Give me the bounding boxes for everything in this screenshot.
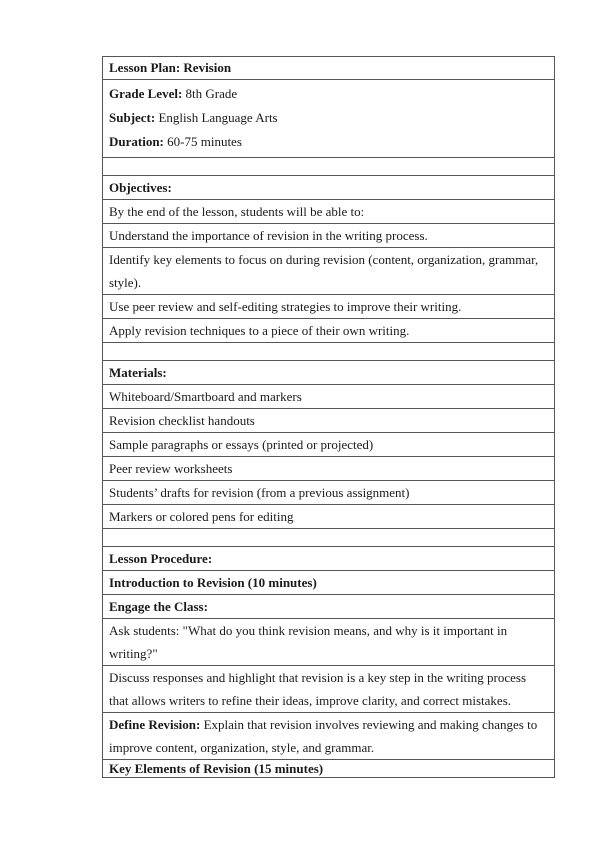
define-item	[103, 713, 555, 760]
info-row	[103, 80, 555, 158]
engage-heading	[103, 595, 555, 619]
subject-label: Subject:	[109, 110, 156, 125]
list-item	[103, 505, 555, 529]
list-item	[103, 619, 555, 666]
procedure-heading	[103, 547, 555, 571]
objective-item: Use peer review and self-editing strategies to improve their writing.	[103, 295, 555, 319]
intro-heading-text: Introduction to Revision (10 minutes)	[109, 575, 317, 590]
subject-value: English Language Arts	[155, 110, 278, 125]
list-item	[103, 385, 555, 409]
grade-label: Grade Level:	[109, 86, 183, 101]
objective-item: By the end of the lesson, students will be able to:	[103, 200, 555, 224]
material-item: Whiteboard/Smartboard and markers	[103, 385, 555, 409]
duration-line	[109, 130, 548, 154]
grade-value: 8th Grade	[182, 86, 238, 101]
info-cell	[103, 80, 555, 158]
list-item	[103, 319, 555, 343]
list-item	[103, 200, 555, 224]
grade-line	[109, 82, 548, 106]
discuss-item: Discuss responses and highlight that revision is a key step in the writing process that allows writers to refine their ideas, improve clarity, and correct mistakes.	[103, 666, 555, 713]
title-row	[103, 57, 555, 80]
objective-item: Understand the importance of revision in the writing process.	[103, 224, 555, 248]
define-text: Explain that revision involves reviewing and making changes to improve content, organization, style, and grammar.	[109, 717, 538, 755]
material-item: Revision checklist handouts	[103, 409, 555, 433]
spacer-row	[103, 343, 555, 361]
materials-heading-row	[103, 361, 555, 385]
objective-item: Apply revision techniques to a piece of their own writing.	[103, 319, 555, 343]
lesson-plan-table	[102, 56, 555, 778]
list-item	[103, 248, 555, 295]
procedure-heading-text: Lesson Procedure:	[109, 551, 213, 566]
spacer-cell	[103, 529, 555, 547]
list-item	[103, 433, 555, 457]
list-item	[103, 666, 555, 713]
material-item: Peer review worksheets	[103, 457, 555, 481]
materials-heading-text: Materials:	[109, 365, 167, 380]
define-label: Define Revision:	[109, 717, 201, 732]
title-label: Lesson Plan:	[109, 60, 181, 75]
title-cell	[103, 57, 555, 80]
engage-heading-text: Engage the Class:	[109, 599, 208, 614]
materials-heading	[103, 361, 555, 385]
ask-item: Ask students: "What do you think revision means, and why is it important in writing?"	[103, 619, 555, 666]
list-item	[103, 224, 555, 248]
spacer-row	[103, 158, 555, 176]
material-item: Students’ drafts for revision (from a previous assignment)	[103, 481, 555, 505]
spacer-cell	[103, 158, 555, 176]
list-item	[103, 713, 555, 760]
duration-value: 60-75 minutes	[163, 134, 242, 149]
intro-row	[103, 571, 555, 595]
duration-label: Duration:	[109, 134, 164, 149]
material-item: Sample paragraphs or essays (printed or projected)	[103, 433, 555, 457]
engage-row	[103, 595, 555, 619]
objectives-heading	[103, 176, 555, 200]
list-item	[103, 481, 555, 505]
spacer-row	[103, 529, 555, 547]
intro-heading	[103, 571, 555, 595]
list-item	[103, 409, 555, 433]
material-item: Markers or colored pens for editing	[103, 505, 555, 529]
spacer-cell	[103, 343, 555, 361]
list-item	[103, 457, 555, 481]
objective-item: Identify key elements to focus on during revision (content, organization, grammar, style).	[103, 248, 555, 295]
objectives-heading-row	[103, 176, 555, 200]
objectives-heading-text: Objectives:	[109, 180, 172, 195]
procedure-heading-row	[103, 547, 555, 571]
key-elements-heading	[103, 760, 555, 778]
key-elements-row	[103, 760, 555, 778]
title-value: Revision	[180, 60, 232, 75]
subject-line	[109, 106, 548, 130]
list-item	[103, 295, 555, 319]
key-elements-heading-text: Key Elements of Revision (15 minutes)	[109, 761, 324, 776]
